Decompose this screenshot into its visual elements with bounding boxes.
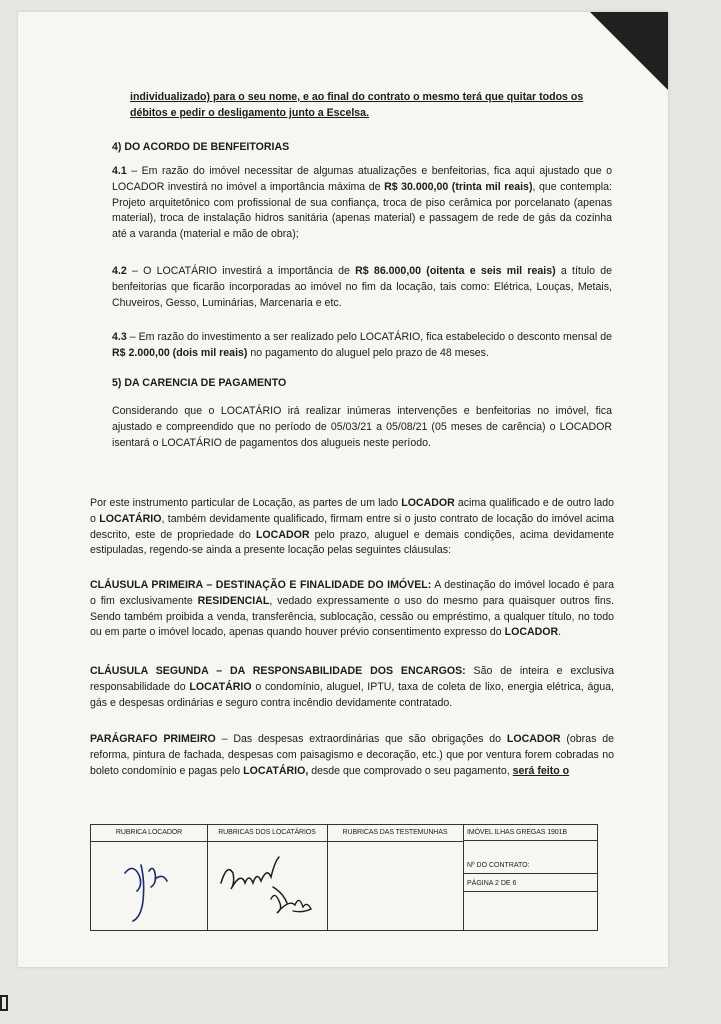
clause-4-1-amount: R$ 30.000,00 (trinta mil reais) [384,180,533,193]
intro-line-1 [130,90,620,106]
paragrafo-primeiro-c: desde que comprovado o seu pagamento, [308,764,513,777]
clause-primeira-residencial: RESIDENCIAL [197,594,270,607]
clause-segunda-locatario: LOCATÁRIO [189,680,252,693]
clause-4-3-number: 4.3 [112,331,127,343]
clause-4-2-text-a: – O LOCATÁRIO investirá a importância de [126,265,356,277]
footer-pagina: PÁGINA 2 DE 6 [463,875,597,892]
footer-header-locatarios: RUBRICAS DOS LOCATÁRIOS [207,825,327,842]
paragrafo-primeiro-locatario: LOCATÁRIO, [243,764,309,777]
footer-col-locador [91,825,208,930]
footer-header-locador: RUBRICA LOCADOR [91,825,207,842]
contract-intro-locador-2: LOCADOR [255,528,310,541]
footer-header-testemunhas: RUBRICAS DAS TESTEMUNHAS [327,825,463,842]
section-5-text: Considerando que o LOCATÁRIO irá realizar inúmeras intervenções e benfeitorias no imóvel, fica ajustado e compreendido que no período de 05/03/21 a 05/08/21 (05 meses de carência) o LOCADOR isentará o LOCATÁRIO de pagamentos dos alugueis neste período. [112,405,612,449]
clause-4-1 [112,164,612,243]
clause-segunda-b: o condomínio, aluguel, IPTU, taxa de coleta de lixo, energia elétrica, água, gás e despesas ordinárias e seguro contra incêndio devidamente contratado. [90,680,614,709]
clause-4-2-number: 4.2 [112,265,127,277]
clause-4-1-number: 4.1 [112,165,127,177]
contract-intro-locatario: LOCATÁRIO [99,512,162,525]
paragrafo-primeiro-b: (obras de reforma, pintura de fachada, despesas com paisagismo e decoração, etc.) que por ventura forem cobradas no boleto condomínio e pagas pelo [90,733,614,777]
locador-signature [119,851,185,927]
section-4-heading: 4) DO ACORDO DE BENFEITORIAS [112,141,290,153]
clause-primeira-title: CLÁUSULA PRIMEIRA – DESTINAÇÃO E FINALIDADE DO IMÓVEL: [90,579,432,591]
rubrica-footer-table [90,824,598,931]
clause-segunda [90,664,614,711]
contract-intro-c: , também devidamente qualificado, firmam entre si o justo contrato de locação do imóvel acima descrito, este de propriedade do [90,512,614,541]
paragrafo-primeiro [90,732,614,779]
clause-segunda-a: São de inteira e exclusiva responsabilidade do [90,665,614,693]
footer-imovel: IMÓVEL ILHAS GREGAS 1901B [463,825,597,841]
clause-primeira-a: A destinação do imóvel locado é para o fim exclusivamente [90,579,614,607]
clause-segunda-title: CLÁUSULA SEGUNDA – DA RESPONSABILIDADE DOS ENCARGOS: [90,665,466,677]
clause-4-3-text-b: no pagamento do aluguel pelo prazo de 48 meses. [247,346,489,359]
clause-primeira-locador: LOCADOR [504,626,559,639]
contract-intro-d: pelo prazo, aluguel e demais condições, acima devidamente estipuladas, regendo-se ainda a presente locação pelas seguintes cláusulas: [90,528,614,557]
document-page [18,12,668,967]
contract-intro [90,496,614,559]
clause-4-2-amount: R$ 86.000,00 (oitenta e seis mil reais) [355,265,556,277]
footer-col-locatarios [207,825,328,930]
contract-intro-a: Por este instrumento particular de Locação, as partes de um lado [90,497,402,509]
section-5-heading: 5) DA CARENCIA DE PAGAMENTO [112,377,287,389]
clause-4-2-text-b: a título de benfeitorias que ficarão incorporadas ao imóvel no fim da locação, tais como: Elétrica, Louças, Metais, Chuveiros, Gesso, Luminárias, Marcenaria e etc. [112,265,612,309]
footer-col-imovel [463,825,597,930]
clause-4-1-text-a: – Em razão do imóvel necessitar de algumas atualizações e benfeitorias, fica aqui ajustado que o LOCADOR investirá no imóvel a importância máxima de [112,165,612,193]
contract-intro-locador: LOCADOR [401,497,455,509]
clause-4-3 [112,330,612,362]
paragrafo-primeiro-tail: será feito o [512,764,570,777]
paragrafo-primeiro-title: PARÁGRAFO PRIMEIRO [90,733,216,745]
paragrafo-primeiro-a: – Das despesas extraordinárias que são obrigações do [215,733,507,745]
contract-intro-b: acima qualificado e de outro lado o [90,497,615,525]
clause-primeira [90,578,614,641]
intro-text-2: débitos e pedir o desligamento junto a Escelsa. [130,107,370,119]
intro-text-1: individualizado) para o seu nome, e ao final do contrato o mesmo terá que quitar todos os [130,91,584,103]
intro-line-2 [130,106,620,122]
clause-4-2 [112,264,612,311]
footer-numero-contrato: Nº DO CONTRATO: [463,857,597,874]
locatarios-signature [213,843,323,927]
corner-mark-icon [0,995,8,1011]
footer-col-testemunhas [327,825,464,930]
clause-4-3-text-a: – Em razão do investimento a ser realizado pelo LOCATÁRIO, fica estabelecido o desconto mensal de [126,331,612,343]
page-corner-shadow [590,12,668,90]
clause-primeira-b: , vedado expressamente o uso do mesmo para quaisquer outros fins. Sendo também proibida a venda, transferência, sublocação, cessão ou empréstimo, a qualquer título, no todo ou em parte o imóvel locado, apenas quando houver prévio consentimento expresso do [90,594,615,639]
clause-4-1-text-b: , que contempla: Projeto arquitetônico com profissional de sua confiança, troca de piso cerâmica por porcelanato (apenas material), troca de instalação hidros sanitária (apenas material) e passagem de rede de gás da cozinha até a varanda (material e mão de obra); [112,180,612,241]
paragrafo-primeiro-locador: LOCADOR [506,733,561,745]
clause-primeira-c: . [558,626,562,639]
clause-4-3-amount: R$ 2.000,00 (dois mil reais) [112,346,248,359]
